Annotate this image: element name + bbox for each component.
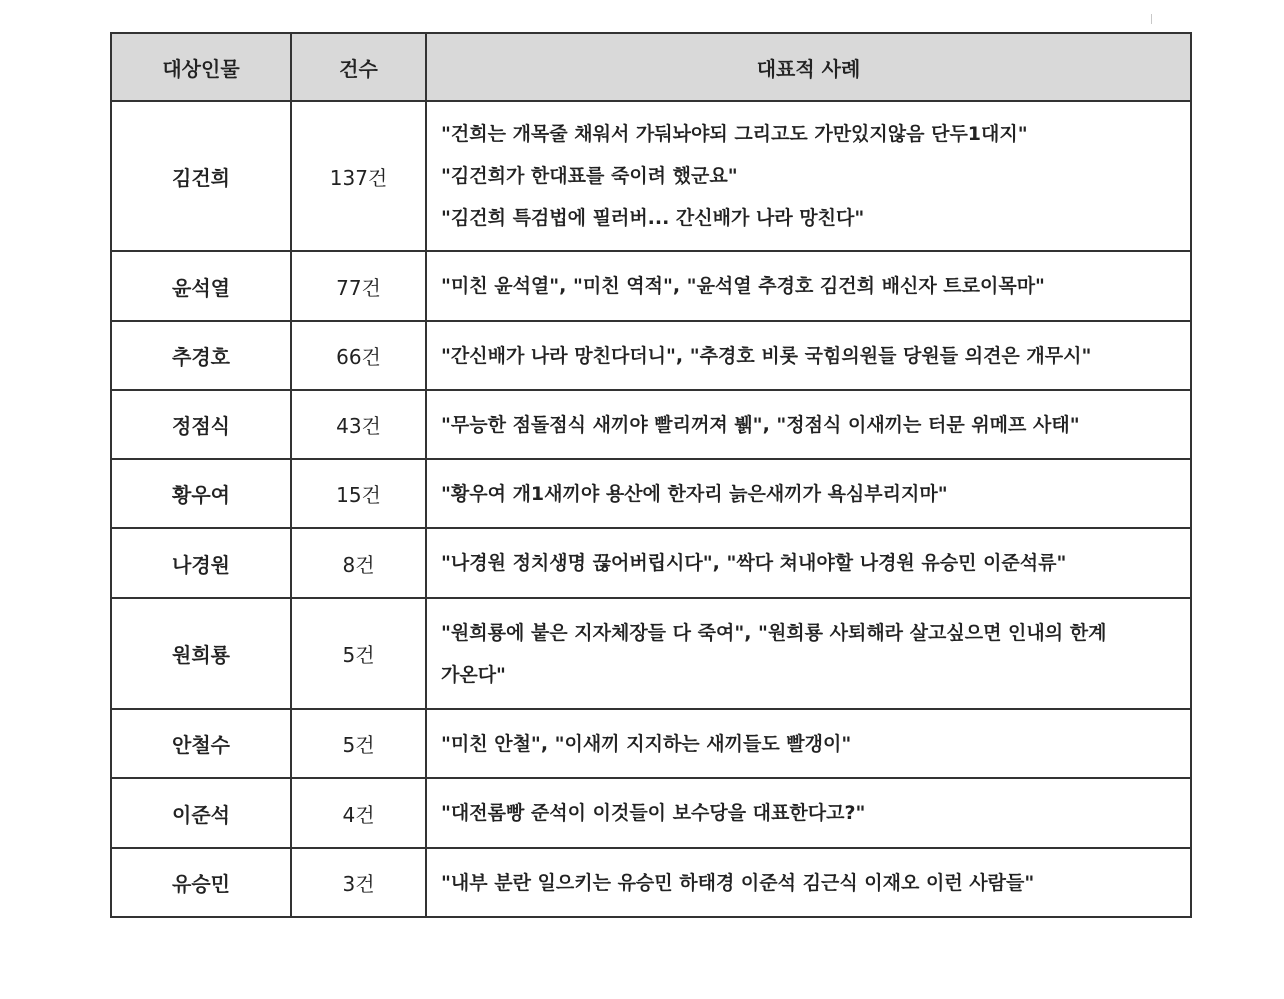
table-row bbox=[111, 778, 1191, 848]
person-name-cell: 나경원 bbox=[111, 528, 291, 598]
count-cell: 137건 bbox=[291, 101, 426, 251]
header-examples: 대표적 사례 bbox=[426, 33, 1191, 101]
examples-cell bbox=[426, 251, 1191, 321]
table-row bbox=[111, 598, 1191, 709]
person-name-cell: 추경호 bbox=[111, 321, 291, 390]
count-cell: 5건 bbox=[291, 709, 426, 778]
count-cell: 3건 bbox=[291, 848, 426, 917]
examples-cell bbox=[426, 101, 1191, 251]
examples-cell bbox=[426, 528, 1191, 598]
table-row bbox=[111, 459, 1191, 528]
examples-cell bbox=[426, 778, 1191, 848]
example-quote: "건희는 개목줄 채워서 가둬놔야되 그리고도 가만있지않음 단두1대지" bbox=[441, 123, 1028, 145]
person-name-cell: 유승민 bbox=[111, 848, 291, 917]
person-name-cell: 안철수 bbox=[111, 709, 291, 778]
person-name-cell: 정점식 bbox=[111, 390, 291, 459]
count-cell: 4건 bbox=[291, 778, 426, 848]
example-quote: "김건희가 한대표를 죽이려 했군요" bbox=[441, 165, 738, 187]
examples-cell bbox=[426, 459, 1191, 528]
example-quote: "황우여 개1새끼야 용산에 한자리 늙은새끼가 욕심부리지마" bbox=[441, 482, 948, 505]
scan-mark bbox=[1151, 14, 1152, 24]
table-body bbox=[111, 101, 1191, 917]
examples-cell bbox=[426, 598, 1191, 709]
header-target-person: 대상인물 bbox=[111, 33, 291, 101]
example-quote: 가온다" bbox=[441, 663, 506, 686]
example-quote: "미친 안철", "이새끼 지지하는 새끼들도 빨갱이" bbox=[441, 732, 852, 755]
table-row bbox=[111, 528, 1191, 598]
example-quote: "무능한 점돌점식 새끼야 빨리꺼져 뷁", "정점식 이새끼는 터문 위메프 사태" bbox=[441, 413, 1080, 436]
document-sheet bbox=[110, 32, 1190, 918]
count-cell: 15건 bbox=[291, 459, 426, 528]
table-row bbox=[111, 390, 1191, 459]
count-cell: 77건 bbox=[291, 251, 426, 321]
table-row bbox=[111, 848, 1191, 917]
example-quote: "김건희 특검법에 필러버... 간신배가 나라 망친다" bbox=[441, 207, 865, 229]
person-name-cell: 김건희 bbox=[111, 101, 291, 251]
table-row bbox=[111, 251, 1191, 321]
example-quote: "원희룡에 붙은 지자체장들 다 죽여", "원희룡 사퇴해라 살고싶으면 인내의 한계 bbox=[441, 621, 1107, 644]
table-row bbox=[111, 709, 1191, 778]
examples-cell bbox=[426, 390, 1191, 459]
person-name-cell: 이준석 bbox=[111, 778, 291, 848]
person-name-cell: 원희룡 bbox=[111, 598, 291, 709]
example-quote: "미친 윤석열", "미친 역적", "윤석열 추경호 김건희 배신자 트로이목마" bbox=[441, 275, 1045, 297]
person-name-cell: 윤석열 bbox=[111, 251, 291, 321]
header-row bbox=[111, 33, 1191, 101]
count-cell: 43건 bbox=[291, 390, 426, 459]
header-count: 건수 bbox=[291, 33, 426, 101]
person-name-cell: 황우여 bbox=[111, 459, 291, 528]
examples-cell bbox=[426, 848, 1191, 917]
examples-cell bbox=[426, 321, 1191, 390]
example-quote: "간신배가 나라 망친다더니", "추경호 비롯 국힘의원들 당원들 의견은 개무시" bbox=[441, 344, 1092, 367]
examples-cell bbox=[426, 709, 1191, 778]
example-quote: "대전롬빵 준석이 이것들이 보수당을 대표한다고?" bbox=[441, 802, 866, 824]
table-row bbox=[111, 321, 1191, 390]
count-cell: 66건 bbox=[291, 321, 426, 390]
count-cell: 5건 bbox=[291, 598, 426, 709]
data-table bbox=[110, 32, 1192, 918]
example-quote: "내부 분란 일으키는 유승민 하태경 이준석 김근식 이재오 이런 사람들" bbox=[441, 871, 1035, 894]
example-quote: "나경원 정치생명 끊어버립시다", "싹다 쳐내야할 나경원 유승민 이준석류" bbox=[441, 552, 1067, 574]
count-cell: 8건 bbox=[291, 528, 426, 598]
table-row bbox=[111, 101, 1191, 251]
